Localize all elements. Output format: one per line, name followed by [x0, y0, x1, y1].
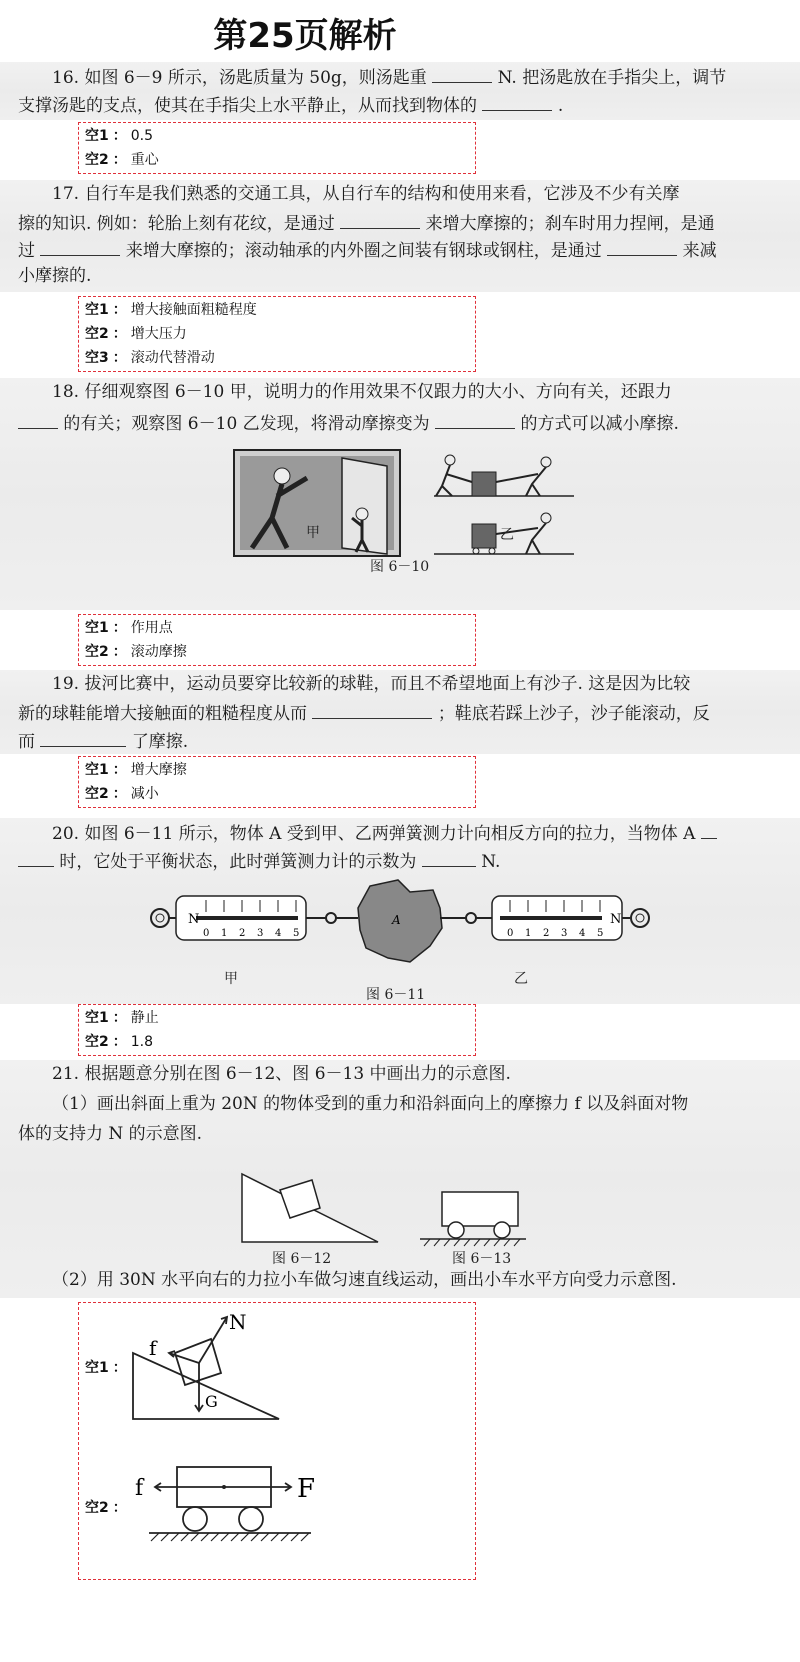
answer-value: 滚动摩擦	[130, 644, 187, 660]
q18-line2-a: 的有关；观察图 6－10 乙发现，将滑动摩擦变为	[63, 414, 430, 434]
answer-label: 空1	[85, 1360, 109, 1376]
answer-label: 空1	[85, 762, 109, 778]
fig-6-12-caption: 图 6－12	[272, 1251, 332, 1267]
q16-line2-b: .	[557, 96, 564, 116]
ring-right-inner	[636, 914, 644, 922]
answer-colon: ：	[112, 350, 127, 366]
wheel	[489, 548, 495, 554]
answer-value: 减小	[130, 786, 159, 802]
answer-row	[85, 149, 159, 171]
answer-colon: ：	[112, 620, 127, 636]
answer-colon: ：	[112, 1034, 127, 1050]
answer-colon: ：	[112, 152, 127, 168]
answer-row	[85, 1357, 131, 1379]
scale-unit-yi: N	[610, 912, 622, 927]
hook-yi	[466, 913, 476, 923]
answer-box-q17	[78, 296, 476, 372]
answer-label: 空2	[85, 152, 109, 168]
q20-line1: 20. 如图 6－11 所示，物体 A 受到甲、乙两弹簧测力计向相反方向的拉力，当物体 A	[52, 824, 696, 844]
answer-value: 增大摩擦	[130, 762, 187, 778]
answer-colon: ：	[112, 786, 127, 802]
label-f: f	[149, 1336, 157, 1360]
q18-blank-1	[18, 410, 58, 429]
q19-blank-2	[40, 728, 126, 747]
answer-colon: ：	[112, 644, 127, 660]
q16-blank-2	[482, 92, 552, 111]
answer-label: 空1	[85, 128, 109, 144]
q16-line2-a: 支撑汤匙的支点，使其在手指尖上水平静止，从而找到物体的	[18, 96, 477, 116]
person-c-head	[541, 513, 551, 523]
q19-line3-a: 而	[18, 732, 35, 752]
answer-label: 空2	[85, 1500, 109, 1516]
normal-force-arrow	[199, 1317, 227, 1363]
scale-tick-label: 3	[257, 928, 264, 939]
scale-tick-label: 1	[525, 928, 532, 939]
cart-wheel	[494, 1222, 510, 1238]
answer-cart-wheel	[183, 1507, 207, 1531]
scale-tick-label: 2	[543, 928, 550, 939]
question-16-scan	[0, 62, 800, 120]
q20-blank-1a	[701, 820, 717, 839]
answer-box-q18	[78, 614, 476, 666]
question-20-scan	[0, 818, 800, 1004]
q20-line2-a: 时，它处于平衡状态，此时弹簧测力计的示数为	[59, 852, 417, 872]
answer-value: 滚动代替滑动	[130, 350, 215, 366]
answer-value: 0.5	[130, 128, 154, 144]
ring-left	[151, 909, 169, 927]
scale-tick-label: 0	[507, 928, 514, 939]
q20-blank-1b	[18, 848, 54, 867]
fig-6-10-jia-label: 甲	[306, 525, 320, 541]
q19-line3-b: 了摩擦.	[131, 732, 189, 752]
ring-right	[631, 909, 649, 927]
answer-row	[85, 347, 215, 369]
answer-label: 空2	[85, 1034, 109, 1050]
answer-label: 空1	[85, 1010, 109, 1026]
friction-force-arrow	[169, 1353, 199, 1363]
answer-label: 空2	[85, 786, 109, 802]
scale-tick-label: 3	[561, 928, 568, 939]
answer-box-q19	[78, 756, 476, 808]
answer-box-q20	[78, 1004, 476, 1056]
answer-colon: ：	[112, 1360, 127, 1376]
scale-tick-label: 5	[597, 928, 604, 939]
answer-row	[85, 617, 173, 639]
answer-value: 1.8	[130, 1034, 154, 1050]
box-rolling	[472, 524, 496, 548]
q17-line2-b: 来增大摩擦的；刹车时用力捏闸，是通	[425, 214, 715, 234]
answer-row	[85, 1031, 153, 1053]
answer-label: 空1	[85, 620, 109, 636]
question-21-scan	[0, 1060, 800, 1298]
answer-box-q21	[78, 1302, 476, 1580]
q17-line3-a: 过	[18, 241, 35, 261]
scale-tick-label: 1	[221, 928, 228, 939]
label-f-small: f	[135, 1476, 144, 1501]
hook-jia	[326, 913, 336, 923]
q21-line1: 21. 根据题意分别在图 6－12、图 6－13 中画出力的示意图.	[52, 1064, 511, 1084]
q16-line1-b: N. 把汤匙放在手指尖上，调节	[497, 68, 727, 88]
answer-row	[85, 323, 187, 345]
q17-line4: 小摩擦的.	[18, 266, 92, 286]
answer-row	[85, 759, 187, 781]
answer-ground-hatch	[151, 1533, 309, 1541]
answer-value: 重心	[130, 152, 159, 168]
figure-6-12	[240, 1166, 380, 1246]
answer-value: 作用点	[130, 620, 173, 636]
q19-line1: 19. 拔河比赛中，运动员要穿比较新的球鞋，而且不希望地面上有沙子. 这是因为比较	[52, 674, 691, 694]
answer-value: 静止	[130, 1010, 159, 1026]
q21-line2: （1）画出斜面上重为 20N 的物体受到的重力和沿斜面向上的摩擦力 f 以及斜面对物	[52, 1094, 689, 1114]
figure-6-13	[418, 1182, 528, 1248]
fig-6-13-caption: 图 6－13	[452, 1251, 512, 1267]
q21-line3: 体的支持力 N 的示意图.	[18, 1124, 203, 1144]
q20-line2-b: N.	[481, 852, 501, 872]
pusher-head	[274, 468, 290, 484]
cart-wheel	[448, 1222, 464, 1238]
answer-label: 空2	[85, 644, 109, 660]
person-b-body	[496, 467, 546, 496]
answer-label: 空3	[85, 350, 109, 366]
q16-line1-a: 16. 如图 6－9 所示，汤匙质量为 50g，则汤匙重	[52, 68, 427, 88]
answer-row	[85, 1007, 159, 1029]
fig-6-11-yi-label: 乙	[514, 971, 528, 987]
q17-blank-1	[340, 210, 420, 229]
q17-line2-a: 擦的知识. 例如：轮胎上刻有花纹，是通过	[18, 214, 335, 234]
fig-6-11-caption: 图 6－11	[366, 987, 426, 1003]
answer-colon: ：	[112, 302, 127, 318]
person-b-head	[541, 457, 551, 467]
person-a-head	[445, 455, 455, 465]
answer-row	[85, 1497, 131, 1519]
answer-cart-wheel	[239, 1507, 263, 1531]
fig-6-10-caption: 图 6－10	[370, 559, 430, 575]
answer-row	[85, 783, 159, 805]
wheel	[473, 548, 479, 554]
question-18-scan	[0, 378, 800, 610]
answer-label: 空2	[85, 326, 109, 342]
figure-6-10-yi	[434, 454, 574, 564]
answer-colon: ：	[112, 326, 127, 342]
scale-tick-label: 4	[579, 928, 586, 939]
q17-line3-b: 来增大摩擦的；滚动轴承的内外圈之间装有钢球或钢柱，是通过	[125, 241, 602, 261]
scale-tick-label: 2	[239, 928, 246, 939]
center-dot	[222, 1485, 226, 1489]
answer-incline-force-diagram	[129, 1307, 319, 1433]
q17-line1: 17. 自行车是我们熟悉的交通工具，从自行车的结构和使用来看，它涉及不少有关摩	[52, 184, 680, 204]
figure-6-10-jia	[232, 448, 402, 568]
ring-left-inner	[156, 914, 164, 922]
q19-line2-a: 新的球鞋能增大接触面的粗糙程度从而	[18, 704, 307, 724]
q17-line3-c: 来减	[682, 241, 717, 261]
answer-value: 增大接触面粗糙程度	[130, 302, 257, 318]
scale-tick-label: 0	[203, 928, 210, 939]
answer-colon: ：	[112, 1010, 127, 1026]
q17-blank-3	[607, 237, 677, 256]
q17-blank-2	[40, 237, 120, 256]
cart-body	[442, 1192, 518, 1226]
person-a-body	[436, 465, 472, 496]
q21-line4: （2）用 30N 水平向右的力拉小车做匀速直线运动，画出小车水平方向受力示意图.	[52, 1270, 677, 1290]
answer-row	[85, 641, 187, 663]
scale-tick-label: 5	[293, 928, 300, 939]
fig-6-10-yi-label: 乙	[500, 527, 514, 543]
q19-blank-1	[312, 700, 432, 719]
ground-hatch	[424, 1239, 520, 1246]
q18-blank-2	[435, 410, 515, 429]
answer-colon: ：	[112, 1500, 127, 1516]
door	[342, 458, 387, 554]
answer-cart-force-diagram	[131, 1459, 341, 1559]
figure-6-11	[148, 878, 668, 970]
label-g: G	[205, 1392, 218, 1411]
answer-colon: ：	[112, 128, 127, 144]
q18-line1: 18. 仔细观察图 6－10 甲，说明力的作用效果不仅跟力的大小、方向有关，还跟力	[52, 382, 672, 402]
q20-blank-2	[422, 848, 476, 867]
box-sliding	[472, 472, 496, 496]
answer-row	[85, 125, 153, 147]
label-n: N	[229, 1310, 247, 1334]
answer-row	[85, 299, 257, 321]
question-17-scan	[0, 180, 800, 292]
scale-tick-label: 4	[275, 928, 282, 939]
scale-unit-jia: N	[188, 912, 200, 927]
q19-line2-b: ；鞋底若踩上沙子，沙子能滚动，反	[437, 704, 710, 724]
answer-colon: ：	[112, 762, 127, 778]
label-f-big: F	[297, 1474, 316, 1504]
answer-label: 空1	[85, 302, 109, 318]
answer-value: 增大压力	[130, 326, 187, 342]
page-title: 第25页解析	[213, 16, 397, 56]
q16-blank-1	[432, 64, 492, 83]
fig-6-11-jia-label: 甲	[224, 971, 238, 987]
answer-box-q16	[78, 122, 476, 174]
object-a-label: A	[392, 913, 401, 927]
q18-line2-b: 的方式可以减小摩擦.	[520, 414, 679, 434]
child-head	[356, 508, 368, 520]
question-19-scan	[0, 670, 800, 754]
